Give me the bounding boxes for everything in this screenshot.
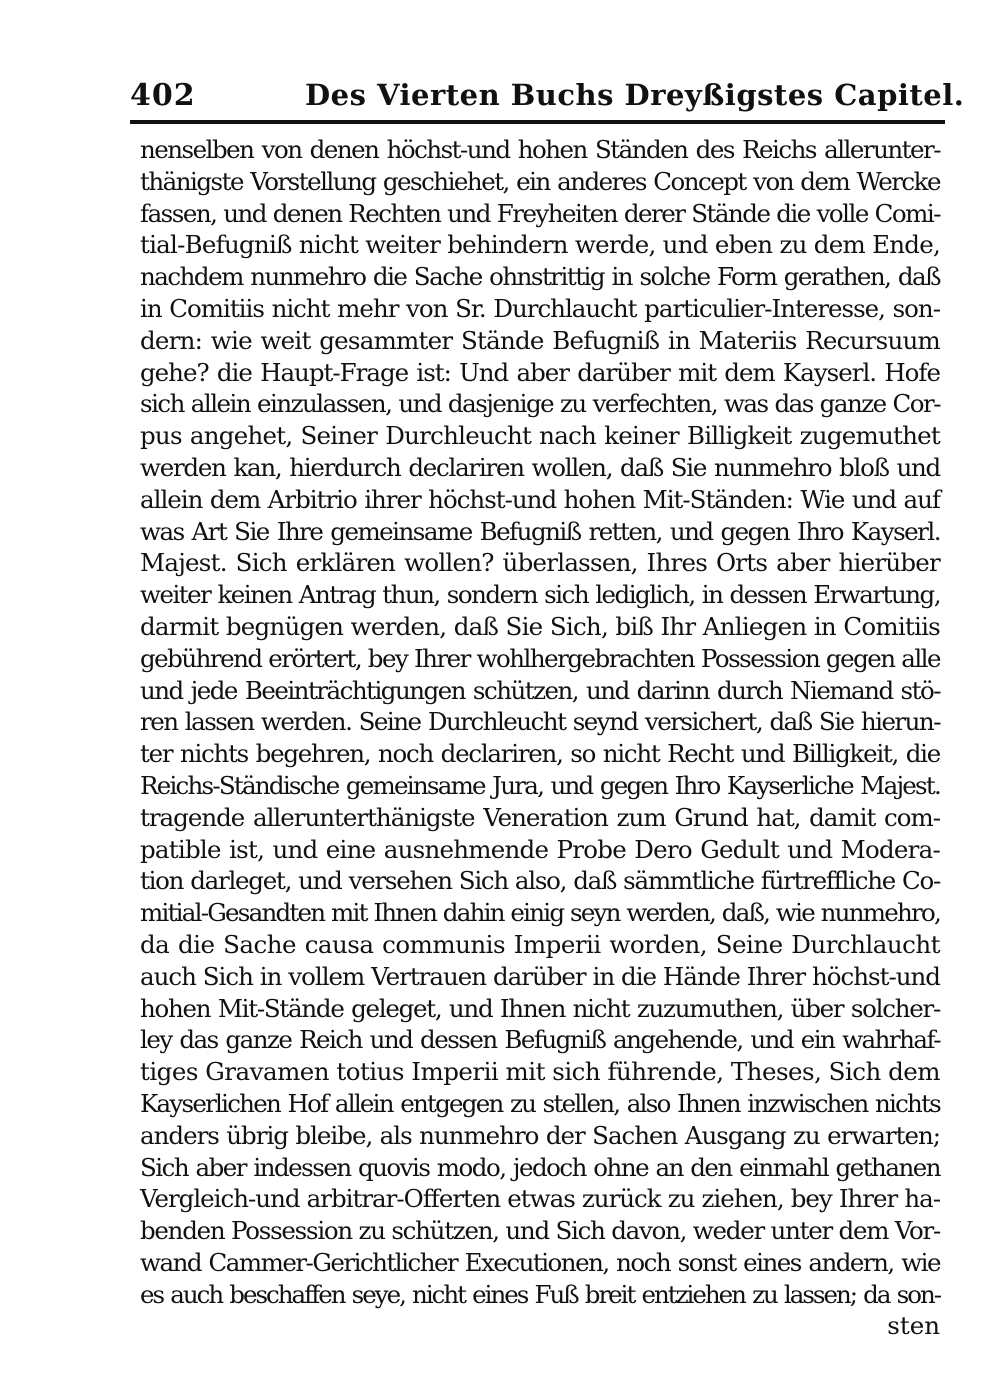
text-line: es auch beschaffen seye, nicht eines Fuß breit entziehen zu lassen; da son- — [140, 1279, 940, 1309]
text-line: hohen Mit-Stände geleget, und Ihnen nicht zuzumuthen, über solcher- — [140, 993, 940, 1023]
text-line: patible ist, und eine ausnehmende Probe Dero Gedult und Modera- — [140, 834, 940, 864]
text-line: ren lassen werden. Seine Durchleucht seynd versichert, daß Sie hierun- — [140, 707, 940, 737]
text-line: Reichs-Ständische gemeinsame Jura, und gegen Ihro Kayserliche Majest. — [140, 770, 940, 800]
text-line: gebührend erörtert, bey Ihrer wohlhergebrachten Possession gegen alle — [140, 643, 940, 673]
text-line: und jede Beeinträchtigungen schützen, und darinn durch Niemand stö- — [140, 675, 940, 705]
text-line: tiges Gravamen totius Imperii mit sich führende, Theses, Sich dem — [140, 1057, 940, 1087]
text-line: tion darleget, und versehen Sich also, daß sämmtliche fürtreffliche Co- — [140, 866, 940, 896]
text-line: Vergleich-und arbitrar-Offerten etwas zurück zu ziehen, bey Ihrer ha- — [140, 1184, 940, 1214]
text-line: werden kan, hierdurch declariren wollen, daß Sie nunmehro bloß und — [140, 452, 940, 482]
text-line: ley das ganze Reich und dessen Befugniß angehende, und ein wahrhaf- — [140, 1025, 940, 1055]
text-line: nenselben von denen höchst-und hohen Ständen des Reichs allerunter- — [140, 135, 940, 164]
text-line: pus angehet, Seiner Durchleucht nach keiner Billigkeit zugemuthet — [140, 421, 940, 451]
text-line: da die Sache causa communis Imperii worden, Seine Durchlaucht — [140, 929, 940, 959]
text-line: auch Sich in vollem Vertrauen darüber in die Hände Ihrer höchst-und — [140, 961, 940, 991]
text-line: Majest. Sich erklären wollen? überlassen, Ihres Orts aber hierüber — [140, 548, 940, 578]
text-line: dern: wie weit gesammter Stände Befugniß in Materiis Recursuum — [140, 325, 940, 355]
text-line: ter nichts begehren, noch declariren, so nicht Recht und Billigkeit, die — [140, 739, 940, 769]
header-rule — [130, 120, 945, 124]
text-line: wand Cammer-Gerichtlicher Executionen, noch sonst eines andern, wie — [140, 1247, 940, 1277]
page-header — [130, 74, 965, 114]
body-text — [140, 134, 940, 1342]
text-line: Sich aber indessen quovis modo, jedoch ohne an den einmahl gethanen — [140, 1152, 940, 1182]
text-line: gehe? die Haupt-Frage ist: Und aber darüber mit dem Kayserl. Hofe — [140, 357, 940, 387]
text-line: tial-Befugniß nicht weiter behindern werde, und eben zu dem Ende, — [140, 230, 940, 260]
text-line: allein dem Arbitrio ihrer höchst-und hohen Mit-Ständen: Wie und auf — [140, 484, 940, 514]
page-number: 402 — [130, 78, 196, 113]
text-line: nachdem nunmehro die Sache ohnstrittig in solche Form gerathen, daß — [140, 262, 940, 292]
text-line: sich allein einzulassen, und dasjenige zu verfechten, was das ganze Cor- — [140, 389, 940, 419]
text-line: mitial-Gesandten mit Ihnen dahin einig seyn werden, daß, wie nunmehro, — [140, 898, 940, 928]
text-line: tragende allerunterthänigste Veneration zum Grund hat, damit com- — [140, 802, 940, 832]
text-line: weiter keinen Antrag thun, sondern sich lediglich, in dessen Erwartung, — [140, 580, 940, 610]
text-line: darmit begnügen werden, daß Sie Sich, biß Ihr Anliegen in Comitiis — [140, 611, 940, 641]
text-line: fassen, und denen Rechten und Freyheiten derer Stände die volle Comi- — [140, 198, 940, 228]
text-line: benden Possession zu schützen, und Sich davon, weder unter dem Vor- — [140, 1216, 940, 1246]
text-line: was Art Sie Ihre gemeinsame Befugniß retten, und gegen Ihro Kayserl. — [140, 516, 940, 546]
catchword: sten — [887, 1311, 940, 1341]
text-line: Kayserlichen Hof allein entgegen zu stellen, also Ihnen inzwischen nichts — [140, 1088, 940, 1118]
text-line: anders übrig bleibe, als nunmehro der Sachen Ausgang zu erwarten; — [140, 1120, 940, 1150]
text-line: thänigste Vorstellung geschiehet, ein anderes Concept von dem Wercke — [140, 166, 940, 196]
text-line: in Comitiis nicht mehr von Sr. Durchlaucht particulier-Interesse, son- — [140, 293, 940, 323]
running-head: Des Vierten Buchs Dreyßigstes Capitel. — [305, 78, 965, 112]
